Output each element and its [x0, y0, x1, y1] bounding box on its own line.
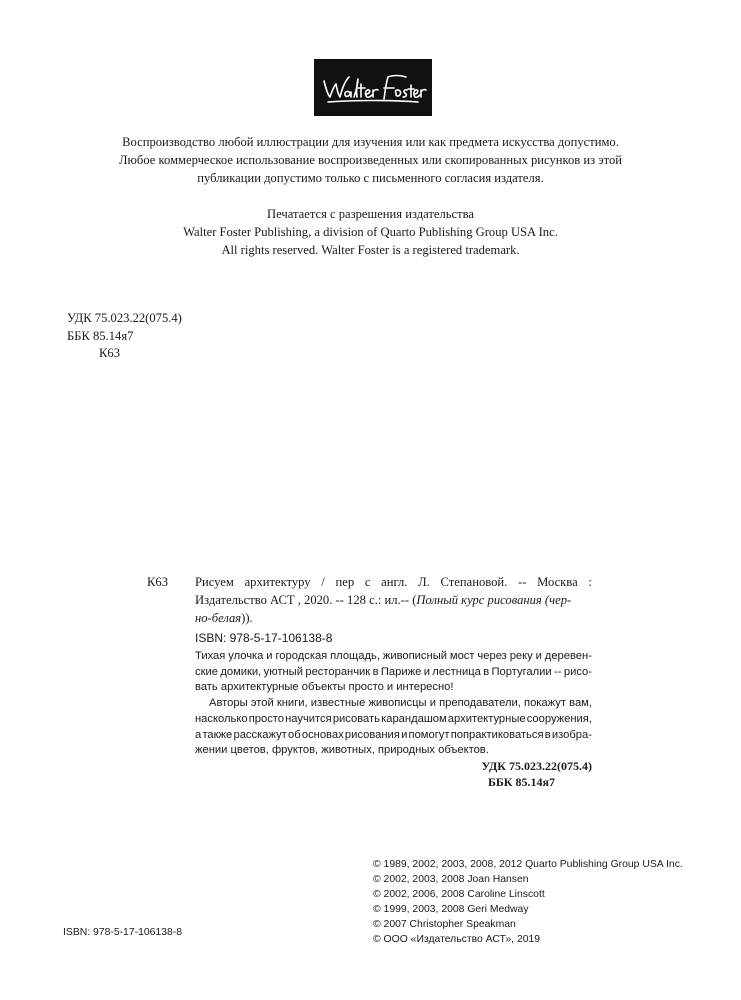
catalog-title-word: Степановой. [440, 575, 508, 589]
copyright-line-3: © 2002, 2006, 2008 Caroline Linscott [373, 889, 545, 901]
walter-foster-logo [314, 59, 432, 116]
annotation-word: а [195, 728, 202, 741]
annotation-word: покажут [524, 697, 566, 710]
copyright-block [373, 857, 683, 948]
annotation-word: рисования [344, 728, 400, 741]
annotation-word: вам, [569, 697, 592, 710]
permission-line-1: Печатается с разрешения издательства [267, 207, 474, 221]
annotation-word: и [401, 728, 408, 741]
annotation-word: живописный [382, 650, 447, 662]
annotation-word: архитектурные [447, 712, 526, 725]
annotation-word: ские [195, 665, 218, 678]
annotation-word: просто [248, 712, 285, 725]
annotation-word: лестница [432, 665, 481, 678]
notice-line-1: Воспроизводство любой иллюстрации для изучения или как предмета искусства допустимо. [122, 135, 619, 149]
annotation-line [195, 728, 592, 744]
annotation-word: ресторанчик [305, 665, 371, 678]
notice-line-2: Любое коммерческое использование воспроизведенных или скопированных рисунков из этой [118, 153, 622, 167]
annotation-word: также [202, 728, 233, 741]
annotation-word: мост [449, 650, 475, 662]
catalog-title-word: Москва [537, 575, 578, 589]
catalog-series-line [195, 609, 592, 627]
annotation-word: уютный [263, 665, 303, 678]
annotation-word: книги, [276, 697, 308, 710]
reproduction-notice [60, 133, 681, 187]
annotation-word: живописцы [368, 697, 427, 710]
annotation-word: расскажут [233, 728, 287, 741]
annotation-line [195, 696, 592, 712]
annotation-word: деревен- [544, 650, 592, 662]
annotation-word: Париже [380, 665, 422, 678]
annotation-word: основах [301, 728, 344, 741]
classification-codes [67, 310, 182, 363]
annotation-line [195, 712, 592, 728]
annotation-word: этой [250, 697, 274, 710]
bbk-code: ББК 85.14я7 [67, 328, 134, 343]
permission-line-3: All rights reserved. Walter Foster is a registered trademark. [221, 243, 520, 257]
annotation-word: реку [509, 650, 533, 662]
annotation-word: Тихая [195, 650, 226, 662]
annotation-word: насколько [195, 712, 248, 725]
copyright-line-1: © 1989, 2002, 2003, 2008, 2012 Quarto Publishing Group USA Inc. [373, 859, 683, 870]
catalog-publisher-text: Издательство АСТ , 2020. -- 128 с.: ил.-- ( [195, 593, 417, 607]
permission-line-2: Walter Foster Publishing, a division of Quarto Publishing Group USA Inc. [183, 225, 558, 239]
copyright-line-6: © ООО «Издательство АСТ», 2019 [373, 934, 541, 946]
annotation-word: преподаватели, [439, 697, 521, 710]
annotation-word: рисовать [332, 712, 380, 725]
catalog-annotation [195, 649, 592, 790]
catalog-series-continuation: но-белая [195, 611, 242, 625]
annotation-word: Авторы [209, 697, 248, 710]
catalog-title-word: : [588, 575, 592, 589]
annotation-word: попрактиковаться [450, 728, 544, 741]
copyright-line-2: © 2002, 2003, 2008 Joan Hansen [373, 874, 529, 886]
annotation-word: изобра- [551, 728, 592, 741]
annotation-word: Португалии [491, 665, 552, 678]
catalog-title-word: / [321, 575, 325, 589]
annotation-word: и [423, 665, 430, 678]
catalog-series-close: )). [241, 611, 253, 625]
catalog-udk: УДК 75.023.22(075.4) [481, 758, 592, 773]
catalog-title-word: -- [518, 575, 527, 589]
annotation-word: и [535, 650, 542, 662]
catalog-title-word: Рисуем [195, 575, 234, 589]
annotation-line: вать архитектурные объекты просто и интересно! [195, 681, 454, 694]
annotation-word: в [544, 728, 551, 741]
annotation-line [195, 649, 592, 665]
annotation-word: карандашом [381, 712, 447, 725]
bottom-isbn: ISBN: 978-5-17-106138-8 [63, 927, 182, 938]
catalog-description [195, 573, 592, 627]
annotation-word: в [483, 665, 490, 678]
catalog-publisher-line [195, 591, 592, 609]
annotation-word: сооружения, [526, 712, 592, 725]
catalog-series-text: Полный курс рисования (чер- [416, 593, 572, 607]
annotation-word: улочка [228, 650, 264, 662]
catalog-title-word: с [364, 575, 371, 589]
catalog-title-word: Л. [418, 575, 430, 589]
annotation-word: об [288, 728, 301, 741]
annotation-word: известные [310, 697, 366, 710]
annotation-line [195, 665, 592, 681]
annotation-word: -- [554, 665, 562, 678]
annotation-word: и [266, 650, 273, 662]
permission-notice [60, 205, 681, 259]
annotation-word: городская [275, 650, 328, 662]
catalog-title-word: англ. [381, 575, 408, 589]
copyright-line-4: © 1999, 2003, 2008 Geri Medway [373, 904, 529, 916]
catalog-title-word: пер [335, 575, 355, 589]
notice-line-3: публикации допустимо только с письменного согласия издателя. [197, 171, 544, 185]
annotation-word: рисо- [563, 665, 592, 678]
catalog-author-mark: К63 [147, 575, 168, 589]
catalog-title-word: архитектуру [244, 575, 311, 589]
annotation-word: в [372, 665, 379, 678]
copyright-line-5: © 2007 Christopher Speakman [373, 919, 516, 931]
walter-foster-logo-mark [314, 59, 432, 116]
annotation-word: и [429, 697, 436, 710]
catalog-isbn: ISBN: 978-5-17-106138-8 [195, 631, 333, 645]
catalog-bbk: ББК 85.14я7 [487, 774, 555, 789]
annotation-word: через [477, 650, 507, 662]
annotation-word: площадь, [330, 650, 380, 662]
catalog-title-line [195, 573, 592, 591]
annotation-line: жении цветов, фруктов, животных, природных объектов. [195, 744, 489, 757]
author-mark: К63 [99, 346, 120, 360]
annotation-word: домики, [220, 665, 262, 678]
annotation-word: помогут [408, 728, 450, 741]
udk-code: УДК 75.023.22(075.4) [67, 311, 182, 325]
annotation-word: научится [285, 712, 332, 725]
